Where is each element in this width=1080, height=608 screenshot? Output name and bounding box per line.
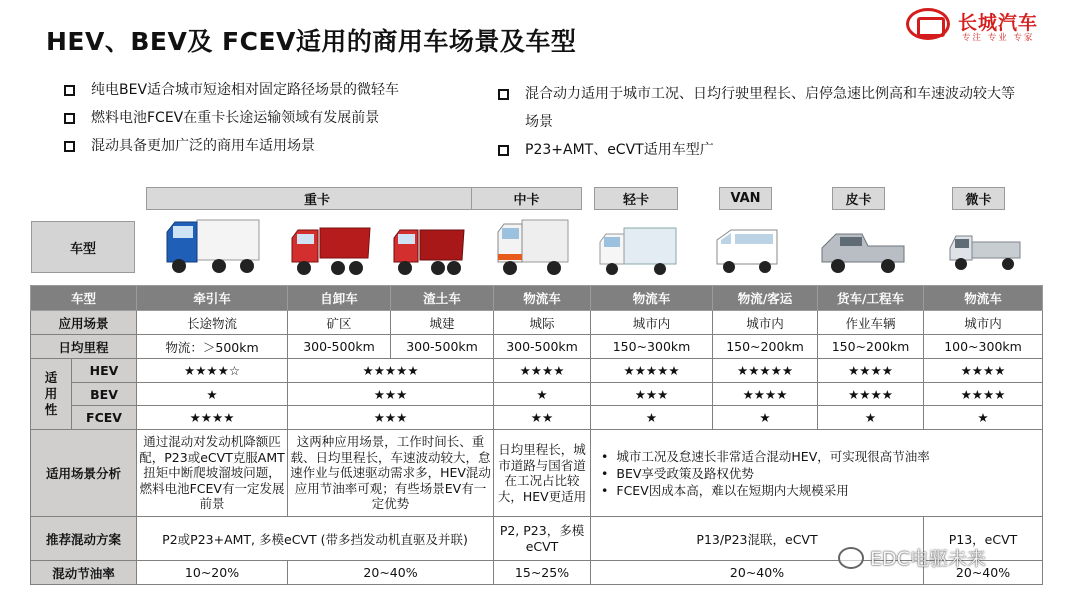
saving-cell: 20~40% xyxy=(591,561,924,585)
analysis-cell xyxy=(591,430,1043,517)
saving-cell: 10~20% xyxy=(137,561,288,585)
row-label: 适用场景分析 xyxy=(31,430,137,517)
rating-cell: ★★★★ xyxy=(713,383,818,406)
header-cell: 物流车 xyxy=(924,286,1043,311)
rating-cell: ★★★★ xyxy=(137,406,288,430)
table-cell: 300-500km xyxy=(391,335,494,359)
header-cell: 物流车 xyxy=(591,286,713,311)
bullet-list-left xyxy=(64,76,399,160)
analysis-cell: 日均里程长，城市道路与国省道在工况占比较大，HEV更适用 xyxy=(494,430,591,517)
muck-truck-icon xyxy=(390,220,466,278)
rating-cell: ★★★★★ xyxy=(713,359,818,383)
table-row-fcev xyxy=(31,406,1043,430)
rating-cell: ★★★★ xyxy=(818,359,924,383)
table-cell: 城际 xyxy=(494,311,591,335)
category-mini-truck: 微卡 xyxy=(952,187,1005,210)
saving-cell: 15~25% xyxy=(494,561,591,585)
analysis-cell: 通过混动对发动机降额匹配，P23或eCVT克服AMT扭矩中断爬坡溜坡问题，燃料电池FCEV有一定发展前景 xyxy=(137,430,288,517)
rating-cell: ★ xyxy=(494,383,591,406)
table-row-bev xyxy=(31,383,1043,406)
table-cell: 城市内 xyxy=(591,311,713,335)
plan-cell: P13，eCVT xyxy=(924,517,1043,561)
row-label: 推荐混动方案 xyxy=(31,517,137,561)
checkbox-square-icon xyxy=(64,113,75,124)
table-cell: 长途物流 xyxy=(137,311,288,335)
table-cell: 150~300km xyxy=(591,335,713,359)
table-row-mileage xyxy=(31,335,1043,359)
row-label: 应用场景 xyxy=(31,311,137,335)
vehicle-scenario-table xyxy=(30,285,1043,585)
checkbox-square-icon xyxy=(64,85,75,96)
table-row-scene xyxy=(31,311,1043,335)
saving-cell: 20~40% xyxy=(288,561,494,585)
rating-cell: ★ xyxy=(924,406,1043,430)
bullet-item: 纯电BEV适合城市短途相对固定路径场景的微轻车 xyxy=(64,76,399,104)
watermark: EDC电驱未来 xyxy=(838,544,986,571)
list-item: • BEV享受政策及路权优势 xyxy=(601,465,1040,482)
bullet-item: 燃料电池FCEV在重卡长途运输领域有发展前景 xyxy=(64,104,399,132)
table-cell: 100~300km xyxy=(924,335,1043,359)
table-cell: 300-500km xyxy=(288,335,391,359)
rating-cell: ★★ xyxy=(494,406,591,430)
list-item: • FCEV因成本高，难以在短期内大规模采用 xyxy=(601,482,1040,499)
checkbox-square-icon xyxy=(498,145,509,156)
table-cell: 城市内 xyxy=(924,311,1043,335)
rating-cell: ★ xyxy=(818,406,924,430)
mini-truck-icon xyxy=(948,230,1022,272)
brand-name: 长城汽车 xyxy=(958,12,1039,34)
analysis-points xyxy=(593,448,1040,499)
header-cell: 车型 xyxy=(31,286,137,311)
rating-cell: ★★★★★ xyxy=(288,359,494,383)
header-cell: 货车/工程车 xyxy=(818,286,924,311)
header-cell: 物流/客运 xyxy=(713,286,818,311)
table-cell: 作业车辆 xyxy=(818,311,924,335)
row-label: HEV xyxy=(72,359,137,383)
brand-emblem-icon xyxy=(906,8,950,40)
light-truck-icon xyxy=(598,222,678,278)
category-pickup: 皮卡 xyxy=(832,187,885,210)
rating-cell: ★★★ xyxy=(591,383,713,406)
bullet-item: 混动具备更加广泛的商用车适用场景 xyxy=(64,132,399,160)
van-icon xyxy=(713,226,781,276)
rating-cell: ★ xyxy=(591,406,713,430)
medium-logistics-truck-icon xyxy=(494,216,570,278)
rating-cell: ★★★★★ xyxy=(591,359,713,383)
table-cell: 矿区 xyxy=(288,311,391,335)
header-cell: 物流车 xyxy=(494,286,591,311)
table-cell: 150~200km xyxy=(818,335,924,359)
checkbox-square-icon xyxy=(498,89,509,100)
brand-slogan: 专注 专业 专家 xyxy=(962,33,1035,43)
rating-cell: ★★★★ xyxy=(924,359,1043,383)
category-van: VAN xyxy=(719,187,772,210)
saving-cell: 20~40% xyxy=(924,561,1043,585)
analysis-cell: 这两种应用场景，工作时间长、重载、日均里程长，车速波动较大，怠速作业与低速驱动需求多，HEV混动应用节油率可观；有些场景EV有一定优势 xyxy=(288,430,494,517)
table-row-hev xyxy=(31,359,1043,383)
rating-cell: ★ xyxy=(713,406,818,430)
list-item: • 城市工况及怠速长非常适合混动HEV，可实现很高节油率 xyxy=(601,448,1040,465)
bullet-item: P23+AMT、eCVT适用车型广 xyxy=(498,136,1018,164)
table-cell: 150~200km xyxy=(713,335,818,359)
header-cell: 自卸车 xyxy=(288,286,391,311)
plan-cell: P2, P23，多模eCVT xyxy=(494,517,591,561)
wechat-icon xyxy=(838,547,864,569)
brand-logo xyxy=(906,8,1066,42)
table-cell: 城建 xyxy=(391,311,494,335)
page-title: HEV、BEV及 FCEV适用的商用车场景及车型 xyxy=(46,27,577,56)
car-type-label: 车型 xyxy=(31,221,135,273)
table-cell: 物流：＞500km xyxy=(137,335,288,359)
header-cell: 渣土车 xyxy=(391,286,494,311)
rating-cell: ★★★ xyxy=(288,383,494,406)
row-label: 日均里程 xyxy=(31,335,137,359)
row-label: FCEV xyxy=(72,406,137,430)
table-cell: 城市内 xyxy=(713,311,818,335)
rating-cell: ★ xyxy=(137,383,288,406)
category-heavy-truck: 重卡 xyxy=(146,187,488,210)
dump-truck-icon xyxy=(288,220,372,278)
rating-cell: ★★★ xyxy=(288,406,494,430)
bullet-item: 混合动力适用于城市工况、日均行驶里程长、启停急速比例高和车速波动较大等场景 xyxy=(498,80,1018,136)
table-row-analysis xyxy=(31,430,1043,517)
category-light-truck: 轻卡 xyxy=(594,187,678,210)
bullet-list-right xyxy=(498,80,1018,164)
checkbox-square-icon xyxy=(64,141,75,152)
table-header-row xyxy=(31,286,1043,311)
rating-cell: ★★★★☆ xyxy=(137,359,288,383)
tractor-truck-icon xyxy=(163,214,261,278)
plan-cell: P13/P23混联，eCVT xyxy=(591,517,924,561)
suitability-label: 适用性 xyxy=(31,359,72,430)
row-label: BEV xyxy=(72,383,137,406)
plan-cell: P2或P23+AMT, 多模eCVT (带多挡发动机直驱及并联) xyxy=(137,517,494,561)
rating-cell: ★★★★ xyxy=(818,383,924,406)
rating-cell: ★★★★ xyxy=(494,359,591,383)
header-cell: 牵引车 xyxy=(137,286,288,311)
row-label: 混动节油率 xyxy=(31,561,137,585)
category-medium-truck: 中卡 xyxy=(471,187,582,210)
rating-cell: ★★★★ xyxy=(924,383,1043,406)
table-cell: 300-500km xyxy=(494,335,591,359)
pickup-truck-icon xyxy=(818,226,906,276)
